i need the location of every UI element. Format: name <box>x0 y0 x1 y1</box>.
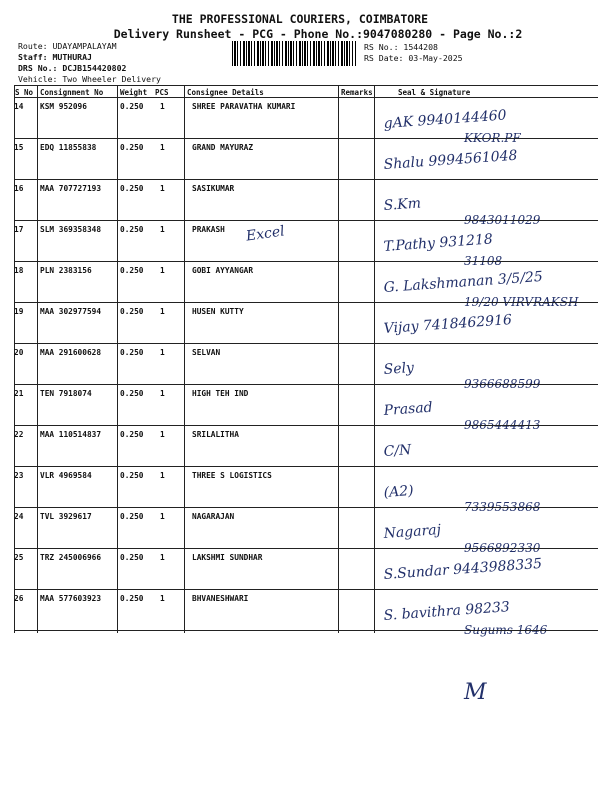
row-consignee: LAKSHMI SUNDHAR <box>192 553 263 562</box>
signature-line-2: 9566892330 <box>464 541 541 555</box>
vehicle-label: Vehicle: Two Wheeler Delivery <box>18 74 161 84</box>
row-sno: 19 <box>14 307 24 316</box>
row-signature <box>354 262 600 309</box>
signature-line-1: Shalu 9994561048 <box>383 147 518 173</box>
row-consignment-no: MAA 577603923 <box>40 594 102 603</box>
table-row <box>14 426 598 467</box>
rs-date-label: RS Date: 03-May-2025 <box>364 53 463 63</box>
row-weight: 0.250 <box>120 184 144 193</box>
signature-line-2: KKOR.PF <box>464 131 521 145</box>
signature-line-1: G. Lakshmanan 3/5/25 <box>383 268 544 296</box>
signature-line-2: 9865444413 <box>464 418 541 432</box>
table-row <box>14 139 598 180</box>
row-pcs: 1 <box>160 389 165 398</box>
row-consignee: SHREE PARAVATHA KUMARI <box>192 102 296 111</box>
row-consignment-no: SLM 369358348 <box>40 225 102 234</box>
table-row <box>14 590 598 637</box>
row-consignee: HIGH TEH IND <box>192 389 249 398</box>
row-consignment-no: PLN 2383156 <box>40 266 92 275</box>
footer-signature: M <box>464 680 487 705</box>
table-row <box>14 508 598 555</box>
row-consignment-no: TRZ 245006966 <box>40 553 102 562</box>
row-sno: 22 <box>14 430 24 439</box>
row-sno: 23 <box>14 471 24 480</box>
row-pcs: 1 <box>160 553 165 562</box>
table-row <box>14 549 598 590</box>
row-consignee: GRAND MAYURAZ <box>192 143 254 152</box>
row-pcs: 1 <box>160 348 165 357</box>
table-row <box>14 221 598 268</box>
row-consignee: PRAKASH <box>192 225 225 234</box>
table-row <box>14 385 598 432</box>
row-signature <box>354 590 600 637</box>
row-consignment-no: KSM 952096 <box>40 102 87 111</box>
signature-line-1: C/N <box>383 442 412 460</box>
row-signature <box>354 426 600 467</box>
row-pcs: 1 <box>160 307 165 316</box>
row-pcs: 1 <box>160 266 165 275</box>
row-pcs: 1 <box>160 225 165 234</box>
rs-no-label: RS No.: 1544208 <box>364 42 438 52</box>
row-sno: 26 <box>14 594 24 603</box>
row-weight: 0.250 <box>120 102 144 111</box>
table-row <box>14 467 598 514</box>
row-pcs: 1 <box>160 430 165 439</box>
table-top-rule <box>14 85 598 86</box>
row-weight: 0.250 <box>120 348 144 357</box>
row-consignment-no: TVL 3929617 <box>40 512 92 521</box>
row-consignee: BHVANESHWARI <box>192 594 249 603</box>
staff-label: Staff: MUTHURAJ <box>18 52 92 62</box>
col-header-consignee: Consignee Details <box>187 88 264 97</box>
row-consignment-no: MAA 707727193 <box>40 184 102 193</box>
row-signature <box>354 508 600 555</box>
table-row <box>14 98 598 145</box>
row-consignment-no: TEN 7918074 <box>40 389 92 398</box>
row-sno: 15 <box>14 143 24 152</box>
signature-line-1: Nagaraj <box>383 522 442 542</box>
runsheet-subtitle: Delivery Runsheet - PCG - Phone No.:9047080280 - Page No.:2 <box>113 27 523 41</box>
signature-line-2: 19/20 VIRVRAKSH <box>464 295 579 309</box>
row-signature <box>354 303 600 344</box>
signature-line-1: S.Sundar 9443988335 <box>383 555 543 583</box>
row-sno: 20 <box>14 348 24 357</box>
row-weight: 0.250 <box>120 512 144 521</box>
row-pcs: 1 <box>160 594 165 603</box>
row-consignee: THREE S LOGISTICS <box>192 471 272 480</box>
row-pcs: 1 <box>160 143 165 152</box>
row-consignment-no: VLR 4969584 <box>40 471 92 480</box>
row-sno: 17 <box>14 225 24 234</box>
row-weight: 0.250 <box>120 389 144 398</box>
route-label <box>18 41 117 51</box>
row-consignment-no: MAA 110514837 <box>40 430 102 439</box>
signature-line-2: 31108 <box>464 254 503 268</box>
row-weight: 0.250 <box>120 594 144 603</box>
signature-line-1: T.Pathy 931218 <box>383 231 494 255</box>
remark-handwriting: Excel <box>245 223 286 245</box>
row-sno: 25 <box>14 553 24 562</box>
row-weight: 0.250 <box>120 143 144 152</box>
table-row <box>14 344 598 391</box>
row-sno: 14 <box>14 102 24 111</box>
drs-label: DRS No.: DCJB154420802 <box>18 63 127 73</box>
row-pcs: 1 <box>160 471 165 480</box>
row-sno: 16 <box>14 184 24 193</box>
row-rule <box>14 630 598 631</box>
route-text: Route: UDAYAMPALAYAM <box>18 41 117 51</box>
row-pcs: 1 <box>160 102 165 111</box>
row-signature <box>354 98 600 145</box>
row-consignee: SASIKUMAR <box>192 184 235 193</box>
row-consignee: SELVAN <box>192 348 221 357</box>
col-header-pcs: PCS <box>155 88 169 97</box>
row-consignee: SRILALITHA <box>192 430 239 439</box>
signature-line-1: Sely <box>383 359 415 378</box>
row-weight: 0.250 <box>120 307 144 316</box>
row-weight: 0.250 <box>120 553 144 562</box>
table-row <box>14 180 598 227</box>
row-consignment-no: EDQ 11855838 <box>40 143 97 152</box>
row-weight: 0.250 <box>120 430 144 439</box>
barcode-image <box>232 41 356 66</box>
col-header-sno: S No <box>15 88 34 97</box>
row-sno: 24 <box>14 512 24 521</box>
row-sno: 21 <box>14 389 24 398</box>
row-signature <box>354 139 600 180</box>
row-signature <box>354 221 600 268</box>
signature-line-1: (A2) <box>383 482 415 501</box>
row-signature <box>354 385 600 432</box>
signature-line-2: 9366688599 <box>464 377 541 391</box>
signature-line-1: Vijay 7418462916 <box>383 312 513 337</box>
row-signature <box>354 467 600 514</box>
row-consignee: NAGARAJAN <box>192 512 235 521</box>
row-signature <box>354 549 600 590</box>
signature-line-1: gAK 9940144460 <box>383 107 508 132</box>
col-header-remarks: Remarks <box>341 88 373 97</box>
row-weight: 0.250 <box>120 225 144 234</box>
row-pcs: 1 <box>160 512 165 521</box>
signature-line-1: S.Km <box>383 195 422 214</box>
row-signature <box>354 180 600 227</box>
table-row <box>14 262 598 309</box>
row-signature <box>354 344 600 391</box>
row-weight: 0.250 <box>120 266 144 275</box>
signature-line-1: Prasad <box>383 399 434 419</box>
signature-line-2: 7339553868 <box>464 500 541 514</box>
row-consignment-no: MAA 291600628 <box>40 348 102 357</box>
row-consignee: HUSEN KUTTY <box>192 307 244 316</box>
signature-line-1: S. bavithra 98233 <box>383 599 511 624</box>
signature-line-2: 9843011029 <box>464 213 541 227</box>
row-consignment-no: MAA 302977594 <box>40 307 102 316</box>
col-header-consignment: Consignment No <box>40 88 104 97</box>
col-header-seal: Seal & Signature <box>398 88 471 97</box>
row-pcs: 1 <box>160 184 165 193</box>
table-row <box>14 303 598 344</box>
signature-line-2: Sugums 1646 <box>464 623 548 637</box>
company-title: THE PROFESSIONAL COURIERS, COIMBATORE <box>171 12 429 26</box>
row-weight: 0.250 <box>120 471 144 480</box>
row-consignee: GOBI AYYANGAR <box>192 266 254 275</box>
row-sno: 18 <box>14 266 24 275</box>
col-header-weight: Weight <box>120 88 148 97</box>
